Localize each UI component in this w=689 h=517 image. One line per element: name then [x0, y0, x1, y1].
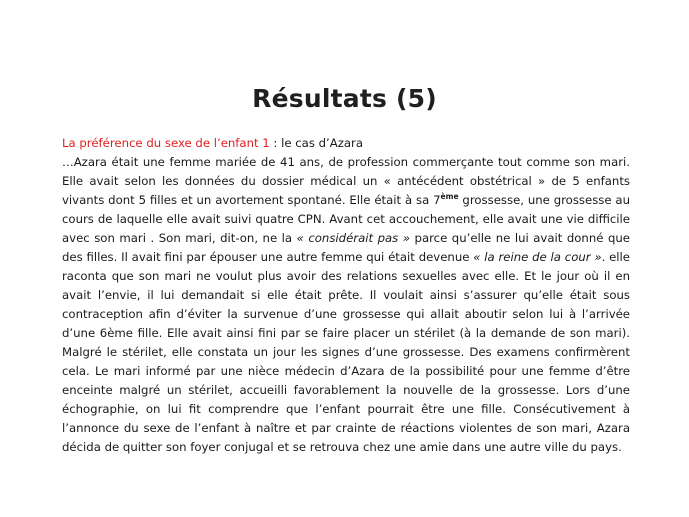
slide-body — [62, 134, 630, 457]
paragraph-text-3: parce qu’elle ne lui avait donné que des filles. Il avait fini par épouser une autre femme qui était devenue — [62, 231, 630, 264]
paragraph-text-2: grossesse, une grossesse au cours de laquelle elle avait suivi quatre CPN. Avant cet accouchement, elle avait une vie difficile avec son mari . Son mari, dit-on, ne la — [62, 193, 630, 245]
heading-rest: : le cas d’Azara — [269, 136, 364, 150]
section-heading — [62, 134, 630, 153]
slide-title: Résultats (5) — [252, 84, 437, 113]
quote-reine-de-la-cour: « la reine de la cour » — [473, 250, 602, 264]
paragraph-text-1: …Azara était une femme mariée de 41 ans, de profession commerçante tout comme son mari. Elle avait selon les données du dossier médical un « antécédent obstétrical » de 5 enfants vivants dont 5 filles et un avortement spontané. Elle était à sa 7 — [62, 155, 630, 207]
quote-considerait: « considérait pas » — [296, 231, 410, 245]
ordinal-superscript: ème — [440, 192, 459, 201]
case-paragraph — [62, 153, 630, 457]
paragraph-text-4: . elle raconta que son mari ne voulut plus avoir des relations sexuelles avec elle. Et le jour où il en avait l’envie, il lui demandait si elle était prête. Il voulait ainsi s’assurer qu’elle était sous contraception afin d’éviter la survenue d’une grossesse qui allait aboutir selon lui à l’arrivée d’une 6ème fille. Elle avait ainsi fini par se faire placer un stérilet (à la demande de son mari). Malgré le stérilet, elle constata un jour les signes d’une grossesse. Des examens confirmèrent cela. Le mari informé par une nièce médecin d’Azara de la possibilité pour une femme d’être enceinte malgré un stérilet, accueilli favorablement la nouvelle de la grossesse. Lors d’une échographie, on lui fit comprendre que l’enfant pourrait être une fille. Consécutivement à l’annonce du sexe de l’enfant à naître et par crainte de réactions violentes de son mari, Azara décida de quitter son foyer conjugal et se retrouva chez une amie dans une autre ville du pays. — [62, 250, 630, 454]
heading-highlight: La préférence du sexe de l’enfant 1 — [62, 136, 270, 150]
